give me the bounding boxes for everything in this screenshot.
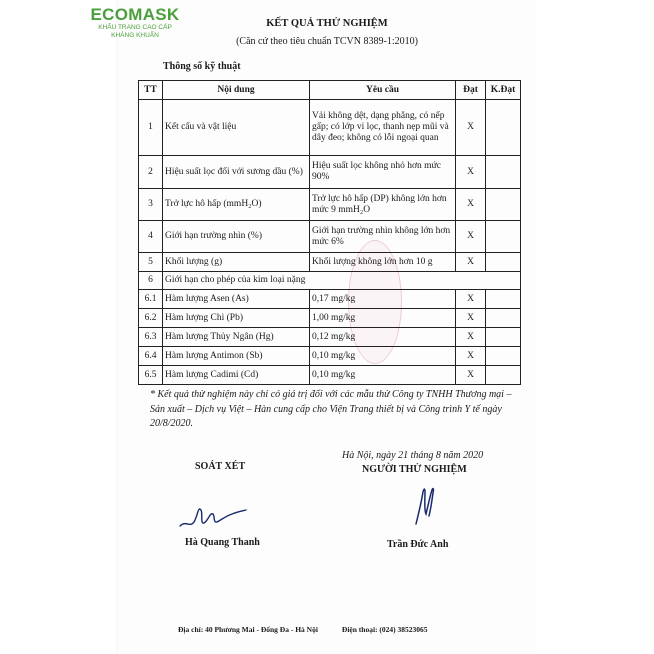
cell-k-dat xyxy=(486,100,521,156)
cell-tt: 3 xyxy=(139,189,163,221)
tester-signature xyxy=(412,484,438,528)
cell-dat: X xyxy=(456,221,486,253)
cell-tt: 4 xyxy=(139,221,163,253)
cell-tt: 6.2 xyxy=(139,309,163,328)
cell-tt: 2 xyxy=(139,156,163,189)
cell-tt: 6.1 xyxy=(139,290,163,309)
header-yeu-cau: Yêu cầu xyxy=(310,81,456,100)
cell-noi-dung: Kết cấu và vật liệu xyxy=(163,100,310,156)
reviewer-title: SOÁT XÉT xyxy=(195,461,246,472)
document-subtitle: (Căn cứ theo tiêu chuẩn TCVN 8389-1:2010) xyxy=(236,36,418,47)
table-row xyxy=(139,366,521,385)
cell-k-dat xyxy=(486,290,521,309)
tester-name: Trần Đức Anh xyxy=(387,539,449,550)
cell-tt: 6 xyxy=(139,272,163,290)
table-row xyxy=(139,309,521,328)
cell-dat: X xyxy=(456,253,486,272)
cell-noi-dung: Hàm lượng Asen (As) xyxy=(163,290,310,309)
cell-yeu-cau: Khối lượng không lớn hơn 10 g xyxy=(310,253,456,272)
cell-tt: 6.5 xyxy=(139,366,163,385)
logo-line-1: KHẨU TRANG CAO CẤP xyxy=(98,24,172,31)
reviewer-name: Hà Quang Thanh xyxy=(185,537,260,548)
cell-yeu-cau: 1,00 mg/kg xyxy=(310,309,456,328)
table-row xyxy=(139,100,521,156)
cell-span-heading: Giới hạn cho phép của kim loại nặng xyxy=(163,272,521,290)
cell-tt: 6.4 xyxy=(139,347,163,366)
section-title: Thông số kỹ thuật xyxy=(163,61,241,72)
table-row xyxy=(139,290,521,309)
table-row xyxy=(139,253,521,272)
table-row xyxy=(139,272,521,290)
cell-noi-dung: Hàm lượng Thủy Ngân (Hg) xyxy=(163,328,310,347)
document-title: KẾT QUẢ THỬ NGHIỆM xyxy=(266,18,388,29)
reviewer-signature xyxy=(176,502,248,532)
cell-noi-dung: Hàm lượng Antimon (Sb) xyxy=(163,347,310,366)
cell-yeu-cau: 0,10 mg/kg xyxy=(310,347,456,366)
cell-noi-dung: Trở lực hô hấp (mmH₂O) xyxy=(163,189,310,221)
cell-yeu-cau: Giới hạn trường nhìn không lớn hơn mức 6% xyxy=(310,221,456,253)
table-row xyxy=(139,189,521,221)
logo-line-2: KHÁNG KHUẨN xyxy=(111,31,159,39)
cell-k-dat xyxy=(486,156,521,189)
cell-tt: 5 xyxy=(139,253,163,272)
header-noi-dung: Nội dung xyxy=(163,81,310,100)
table-row xyxy=(139,347,521,366)
cell-dat: X xyxy=(456,189,486,221)
header-tt: TT xyxy=(139,81,163,100)
footer-address: Địa chỉ: 40 Phương Mai - Đống Đa - Hà Nội xyxy=(178,625,318,634)
cell-dat: X xyxy=(456,156,486,189)
document-footer xyxy=(178,625,428,634)
cell-tt: 6.3 xyxy=(139,328,163,347)
cell-yeu-cau: 0,17 mg/kg xyxy=(310,290,456,309)
cell-k-dat xyxy=(486,253,521,272)
cell-yeu-cau: 0,12 mg/kg xyxy=(310,328,456,347)
test-note: * Kết quả thử nghiệm này chỉ có giá trị đối với các mẫu thử Công ty TNHH Thương mại – Sản xuất – Dịch vụ Việt – Hàn cung cấp cho Viện Trang thiết bị và Công trình Y tế ngày 20/8/2020. xyxy=(150,389,512,429)
cell-k-dat xyxy=(486,366,521,385)
header-k-dat: K.Đạt xyxy=(486,81,521,100)
cell-dat: X xyxy=(456,366,486,385)
cell-yeu-cau: 0,10 mg/kg xyxy=(310,366,456,385)
header-dat: Đạt xyxy=(456,81,486,100)
cell-noi-dung: Hiệu suất lọc đối với sương dầu (%) xyxy=(163,156,310,189)
cell-dat: X xyxy=(456,328,486,347)
spec-table xyxy=(138,80,521,385)
cell-k-dat xyxy=(486,189,521,221)
tester-title: NGƯỜI THỬ NGHIỆM xyxy=(362,464,467,475)
cell-noi-dung: Hàm lượng Cadimi (Cd) xyxy=(163,366,310,385)
logo-brand: ECOMASK xyxy=(90,5,180,24)
cell-noi-dung: Hàm lượng Chì (Pb) xyxy=(163,309,310,328)
cell-yeu-cau: Hiệu suất lọc không nhỏ hơn mức 90% xyxy=(310,156,456,189)
cell-k-dat xyxy=(486,221,521,253)
cell-dat: X xyxy=(456,347,486,366)
cell-k-dat xyxy=(486,328,521,347)
cell-k-dat xyxy=(486,347,521,366)
cell-yeu-cau: Trở lực hô hấp (DP) không lớn hơn mức 9 mmH₂O xyxy=(310,189,456,221)
cell-tt: 1 xyxy=(139,100,163,156)
cell-dat: X xyxy=(456,290,486,309)
table-row xyxy=(139,221,521,253)
cell-yeu-cau: Vải không dệt, dạng phẳng, có nếp gấp; có lớp vi lọc, thanh nẹp mũi và dây đeo; không có lỗi ngoại quan xyxy=(310,100,456,156)
table-row xyxy=(139,156,521,189)
cell-dat: X xyxy=(456,100,486,156)
cell-dat: X xyxy=(456,309,486,328)
footer-phone: Điện thoại: (024) 38523065 xyxy=(341,625,428,634)
table-row xyxy=(139,328,521,347)
signing-date: Hà Nội, ngày 21 tháng 8 năm 2020 xyxy=(342,450,484,461)
cell-noi-dung: Khối lượng (g) xyxy=(163,253,310,272)
cell-noi-dung: Giới hạn trường nhìn (%) xyxy=(163,221,310,253)
table-header-row xyxy=(139,81,521,100)
cell-k-dat xyxy=(486,309,521,328)
